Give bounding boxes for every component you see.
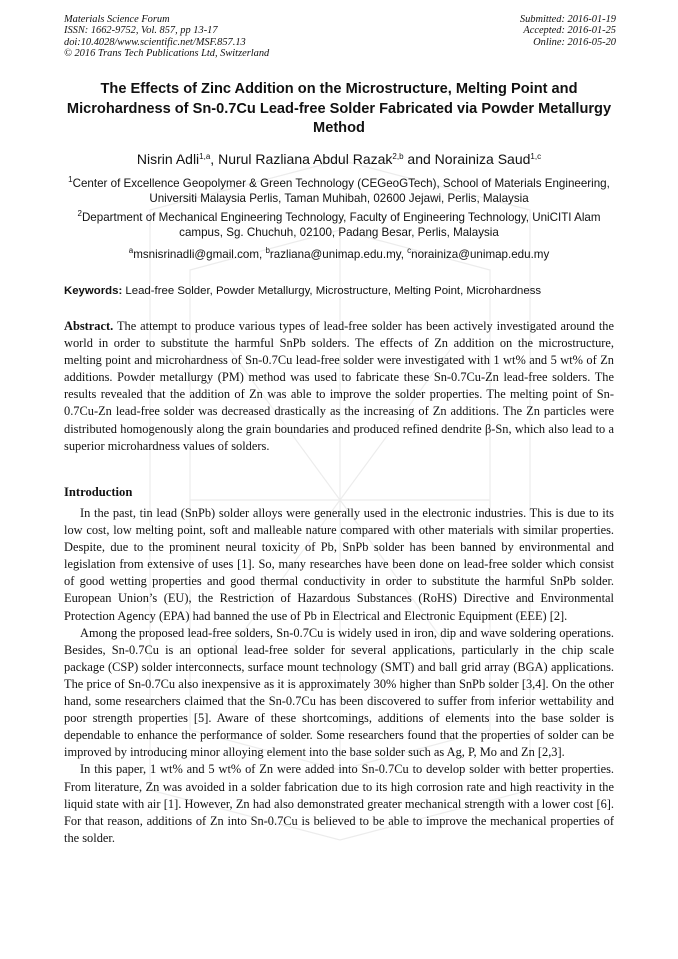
- author-name: Nurul Razliana Abdul Razak: [218, 151, 393, 167]
- affiliation-text: Center of Excellence Geopolymer & Green Technology (CEGeoGTech), School of Materials Engineering, Universiti Malaysia Perlis, Taman Muhibah, 02600 Jejawi, Perlis, Malaysia: [72, 177, 610, 205]
- affiliation-superscript: 2: [77, 209, 82, 218]
- email-separator: ,: [259, 248, 266, 261]
- journal-info: [64, 14, 269, 60]
- online-date: Online: 2016-05-20: [533, 36, 616, 48]
- issn-volume-pages: ISSN: 1662-9752, Vol. 857, pp 13-17: [64, 25, 218, 37]
- affiliation-text: Department of Mechanical Engineering Technology, Faculty of Engineering Technology, UniCITI Alam campus, Sg. Chuchuh, 02100, Padang Besar, Perlis, Malaysia: [81, 211, 601, 239]
- abstract: [64, 318, 614, 455]
- author-separator: ,: [210, 151, 219, 167]
- paper-title: The Effects of Zinc Addition on the Microstructure, Melting Point and Microhardness of Sn-0.7Cu Lead-free Solder Fabricated via Powder Metallurgy Method: [66, 81, 612, 136]
- copyright: © 2016 Trans Tech Publications Ltd, Switzerland: [64, 48, 270, 60]
- author-superscript: 1,a: [199, 152, 211, 161]
- journal-name: Materials Science Forum: [64, 14, 170, 25]
- doi: doi:10.4028/www.scientific.net/MSF.857.13: [64, 36, 246, 48]
- author-superscript: 2,b: [392, 152, 404, 161]
- paragraph: In this paper, 1 wt% and 5 wt% of Zn were added into Sn-0.7Cu to develop solder with better properties. From literature, Zn was avoided in a solder fabrication due to its high corrosion rate and high reactivity in the liquid state with air [1]. However, Zn had also demonstrated greater mechanical strength with a lower cost [6]. For that reason, additions of Zn into Sn-0.7Cu is believed to be able to improve the mechanical properties of the solder.: [64, 762, 614, 845]
- author-emails: [62, 247, 616, 262]
- keywords-text: Lead-free Solder, Powder Metallurgy, Microstructure, Melting Point, Microhardness: [122, 285, 542, 297]
- author-name: Nisrin Adli: [136, 151, 200, 167]
- author-list: [62, 150, 616, 168]
- email-address[interactable]: msnisrinadli@gmail.com: [133, 248, 260, 261]
- email-superscript: c: [407, 246, 412, 255]
- keywords: [64, 284, 624, 298]
- author-name: Norainiza Saud: [434, 151, 531, 167]
- affiliation-1: [62, 176, 616, 206]
- email-superscript: b: [265, 246, 270, 255]
- submitted-date: Submitted: 2016-01-19: [519, 14, 616, 25]
- affiliation-2: [62, 210, 616, 240]
- introduction-heading: Introduction: [64, 485, 133, 499]
- email-separator: ,: [400, 248, 408, 261]
- abstract-text: The attempt to produce various types of lead-free solder has been actively investigated around the world in order to substitute the harmful SnPb solders. The effects of Zn addition on the microstructure, melting point and microhardness of Sn-0.7Cu lead-free solder were investigated with 1 wt% and 5 wt% of Zn additions. Powder metallurgy (PM) method was used to fabricate these Sn-0.7Cu-Zn lead-free solders. The results revealed that the addition of Zn was able to improve the solder properties. The melting point of Sn-0.7Cu-Zn lead-free solder was decreased drastically as the increasing of Zn additions. The Zn particles were distributed homogenously along the grain boundaries and produced refined dendrite β-Sn, which also lead to a superior microhardness values of solders.: [64, 319, 614, 453]
- paragraph: Among the proposed lead-free solders, Sn-0.7Cu is widely used in iron, dip and wave soldering operations. Besides, Sn-0.7Cu is an optional lead-free solder for several applications, particularly in the chip scale package (CSP) solder interconnects, surface mount technology (SMT) and ball grid array (BGA) applications. The price of Sn-0.7Cu also inexpensive as it is approximately 30% higher than SnPb solder [3,4]. On the other hand, some researchers claimed that the Sn-0.7Cu has been discovered to suffer from inferior wettability and poor strength properties [5]. Aware of these shortcomings, additions of elements into the base solder is dependable to enhance the performance of solder. Some researchers found that the properties of solder can be improved by introducing minor alloying element into the base solder such as Ag, P, Mo and Zn [2,3].: [64, 625, 614, 760]
- author-separator: and: [403, 151, 435, 167]
- email-superscript: a: [128, 246, 134, 255]
- email-address[interactable]: razliana@unimap.edu.my: [269, 248, 401, 261]
- introduction-body: [64, 505, 614, 847]
- author-superscript: 1,c: [530, 152, 542, 161]
- affiliation-superscript: 1: [68, 175, 73, 184]
- abstract-label: Abstract.: [64, 319, 114, 333]
- email-address[interactable]: norainiza@unimap.edu.my: [411, 248, 550, 261]
- submission-dates: [520, 14, 616, 48]
- paragraph: In the past, tin lead (SnPb) solder alloys were generally used in the electronic industries. This is due to its low cost, low melting point, soft and malleable nature compared with other materials with similar properties. Despite, due to the prominent neural toxicity of Pb, SnPb solder has been banned by environmental and legislation from extensive of uses [1]. So, many researches have been done on lead-free solder which consist of good wetting properties and good thermal conductivity in order to substitute the harmful SnPb solder. European Union’s (EU), the Restriction of Hazardous Substances (RoHS) Directive and Environmental Protection Agency (EPA) had banned the use of Pb in Electrical and Electronic Equipment (EEE) [2].: [64, 506, 614, 623]
- keywords-label: Keywords:: [64, 285, 123, 297]
- accepted-date: Accepted: 2016-01-25: [523, 25, 616, 37]
